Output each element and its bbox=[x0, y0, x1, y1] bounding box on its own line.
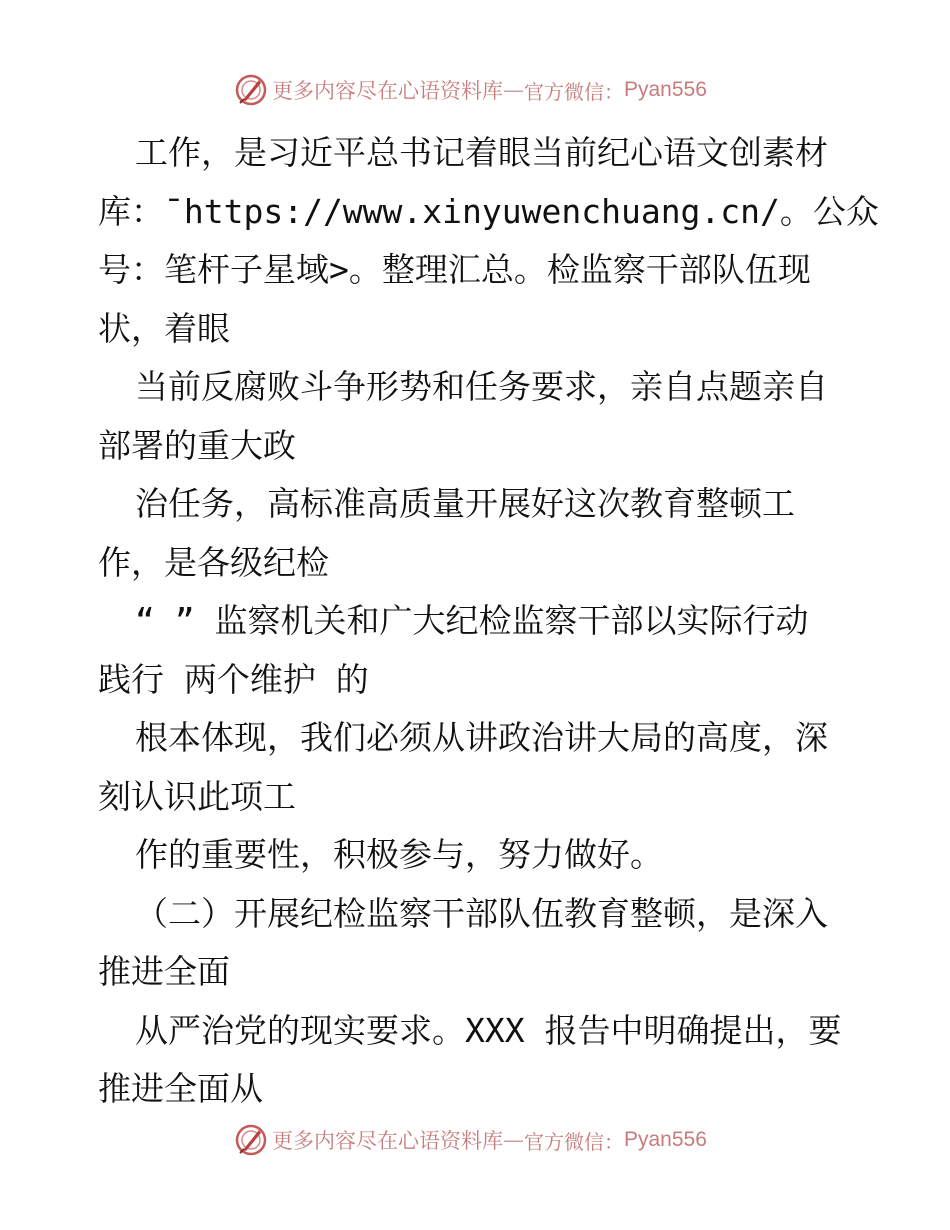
text-line: 作，是各级纪检 bbox=[98, 542, 329, 582]
watermark-footer bbox=[234, 1120, 707, 1160]
text-line: 作的重要性，积极参与，努力做好。 bbox=[135, 835, 663, 874]
document-body bbox=[98, 124, 879, 1119]
text-line: 推进全面 bbox=[98, 952, 230, 991]
watermark-wechat-id: Pyan556 bbox=[624, 1128, 707, 1151]
text-line: 号：笔杆子星域>。整理汇总。检监察干部队伍现 bbox=[98, 250, 811, 289]
text-line: 当前反腐败斗争形势和任务要求，亲自点题亲自 bbox=[135, 367, 828, 406]
watermark-header bbox=[234, 70, 707, 110]
text-line: “ ” 监察机关和广大纪检监察干部以实际行动 bbox=[135, 601, 809, 640]
text-line: 从严治党的现实要求。XXX 报告中明确提出，要 bbox=[135, 1010, 842, 1050]
text-line: 治任务，高标准高质量开展好这次教育整顿工 bbox=[135, 484, 795, 523]
quill-pen-logo-icon bbox=[234, 73, 268, 107]
watermark-dash: — bbox=[503, 1128, 524, 1152]
text-line: 库：¯https://www.xinyuwenchuang.cn/。公众 bbox=[98, 191, 879, 231]
text-line: 状，着眼 bbox=[98, 308, 230, 348]
watermark-sub-text: 官方微信： bbox=[524, 79, 624, 104]
text-line: （二）开展纪检监察干部队伍教育整顿，是深入 bbox=[135, 893, 828, 933]
watermark-sub-text: 官方微信： bbox=[524, 1129, 624, 1154]
watermark-dash: — bbox=[503, 78, 524, 102]
watermark-wechat-id: Pyan556 bbox=[624, 78, 707, 101]
quill-pen-logo-icon bbox=[234, 1123, 268, 1157]
text-line: 刻认识此项工 bbox=[98, 776, 296, 816]
text-line: 推进全面从 bbox=[98, 1069, 263, 1108]
watermark-main-text: 更多内容尽在心语资料库 bbox=[272, 1129, 503, 1153]
text-line: 践行 两个维护 的 bbox=[98, 659, 369, 699]
watermark-main-text: 更多内容尽在心语资料库 bbox=[272, 79, 503, 103]
text-line: 部署的重大政 bbox=[98, 425, 296, 465]
text-line: 工作，是习近平总书记着眼当前纪心语文创素材 bbox=[135, 133, 828, 172]
text-line: 根本体现，我们必须从讲政治讲大局的高度，深 bbox=[135, 718, 828, 757]
